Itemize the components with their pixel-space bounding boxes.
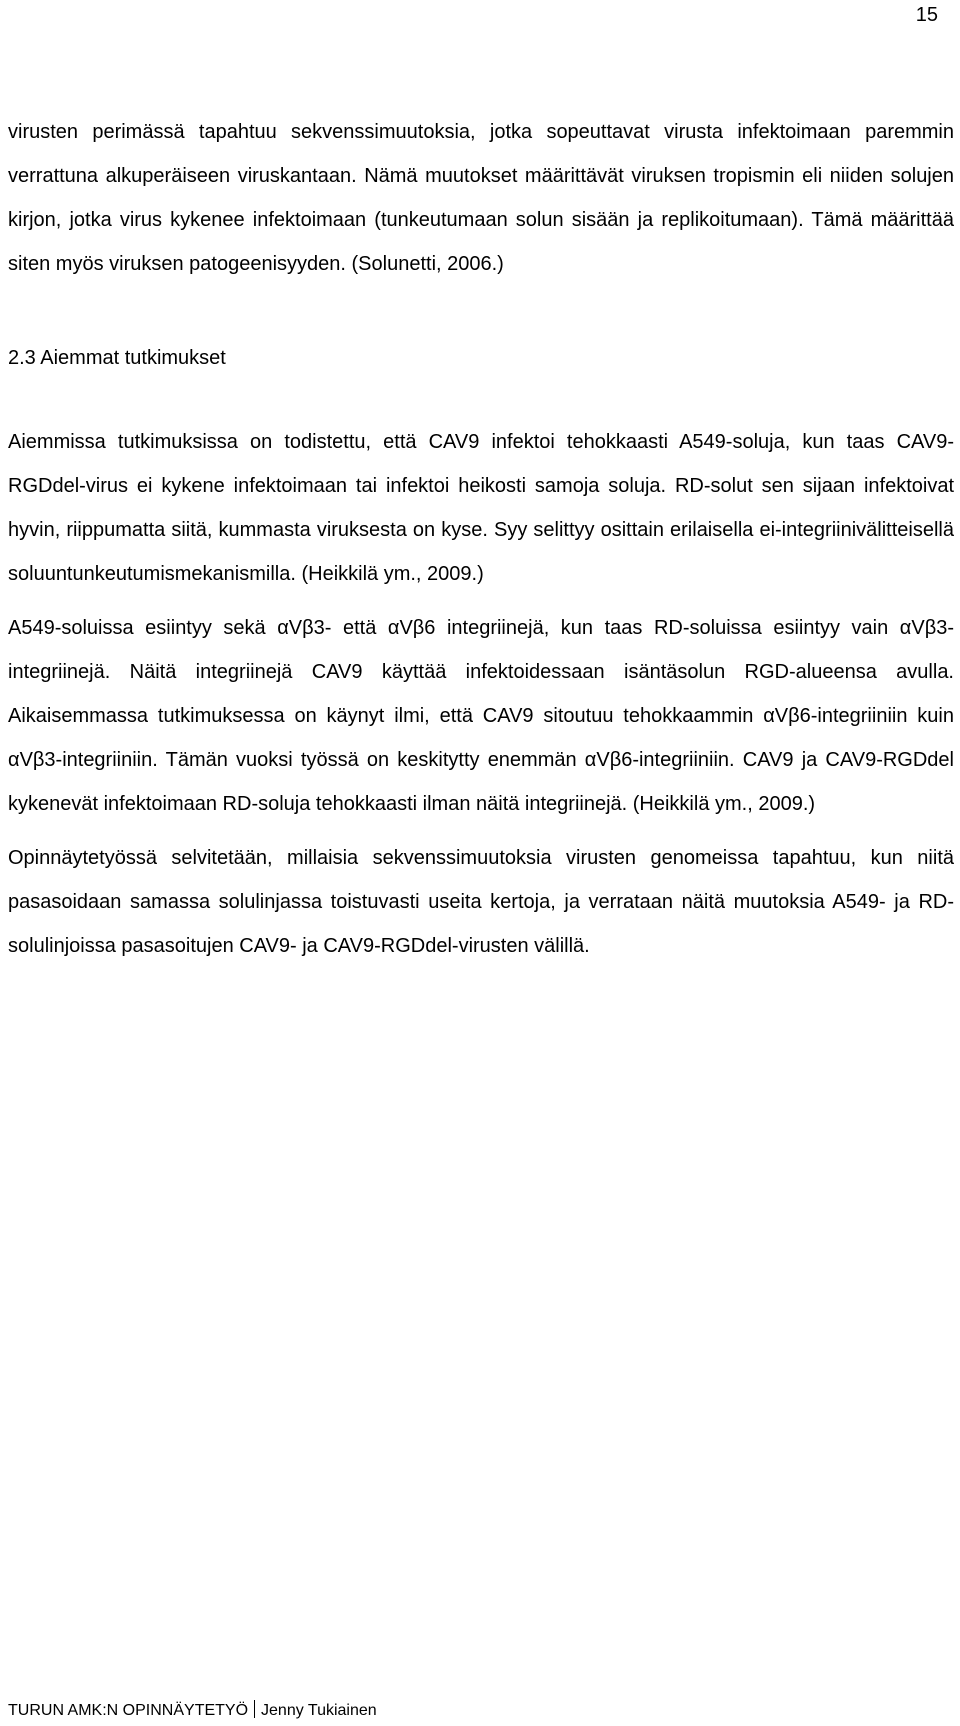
- page-footer: [8, 1700, 377, 1721]
- paragraph-integrins: A549-soluissa esiintyy sekä αVβ3- että αVβ6 integriinejä, kun taas RD-soluissa esiintyy vain αVβ3-integriinejä. Näitä integriinejä CAV9 käyttää infektoidessaan isäntäsolun RGD-alueensa avulla. Aikaisemmassa tutkimuksessa on käynyt ilmi, että CAV9 sitoutuu tehokkaammin αVβ6-integriiniin kuin αVβ3-integriiniin. Tämän vuoksi työssä on keskitytty enemmän αVβ6-integriiniin. CAV9 ja CAV9-RGDdel kykenevät infektoimaan RD-soluja tehokkaasti ilman näitä integriinejä. (Heikkilä ym., 2009.): [8, 617, 954, 815]
- paragraph-prior-studies: Aiemmissa tutkimuksissa on todistettu, että CAV9 infektoi tehokkaasti A549-soluja, kun taas CAV9-RGDdel-virus ei kykene infektoimaan tai infektoi heikosti samoja soluja. RD-solut sen sijaan infektoivat hyvin, riippumatta siitä, kummasta viruksesta on kyse. Syy selittyy osittain erilaisella ei-integriinivälitteisellä soluuntunkeutumismekanismilla. (Heikkilä ym., 2009.): [8, 431, 954, 585]
- paragraph-thesis-aim: Opinnäytetyössä selvitetään, millaisia sekvenssimuutoksia virusten genomeissa tapahtuu, kun niitä pasasoidaan samassa solulinjassa toistuvasti useita kertoja, ja verrataan näitä muutoksia A549- ja RD-solulinjoissa pasasoitujen CAV9- ja CAV9-RGDdel-virusten välillä.: [8, 847, 954, 957]
- footer-separator: [254, 1700, 255, 1718]
- document-body: [8, 110, 954, 968]
- paragraph-intro: virusten perimässä tapahtuu sekvenssimuutoksia, jotka sopeuttavat virusta infektoimaan paremmin verrattuna alkuperäiseen viruskantaan. Nämä muutokset määrittävät viruksen tropismin eli niiden solujen kirjon, jotka virus kykenee infektoimaan (tunkeutumaan solun sisään ja replikoitumaan). Tämä määrittää siten myös viruksen patogeenisyyden. (Solunetti, 2006.): [8, 121, 954, 275]
- section-heading: 2.3 Aiemmat tutkimukset: [8, 347, 226, 369]
- page-number: 15: [915, 4, 938, 26]
- footer-school: TURUN AMK:N OPINNÄYTETYÖ: [8, 1702, 249, 1719]
- footer-author: Jenny Tukiainen: [261, 1702, 377, 1719]
